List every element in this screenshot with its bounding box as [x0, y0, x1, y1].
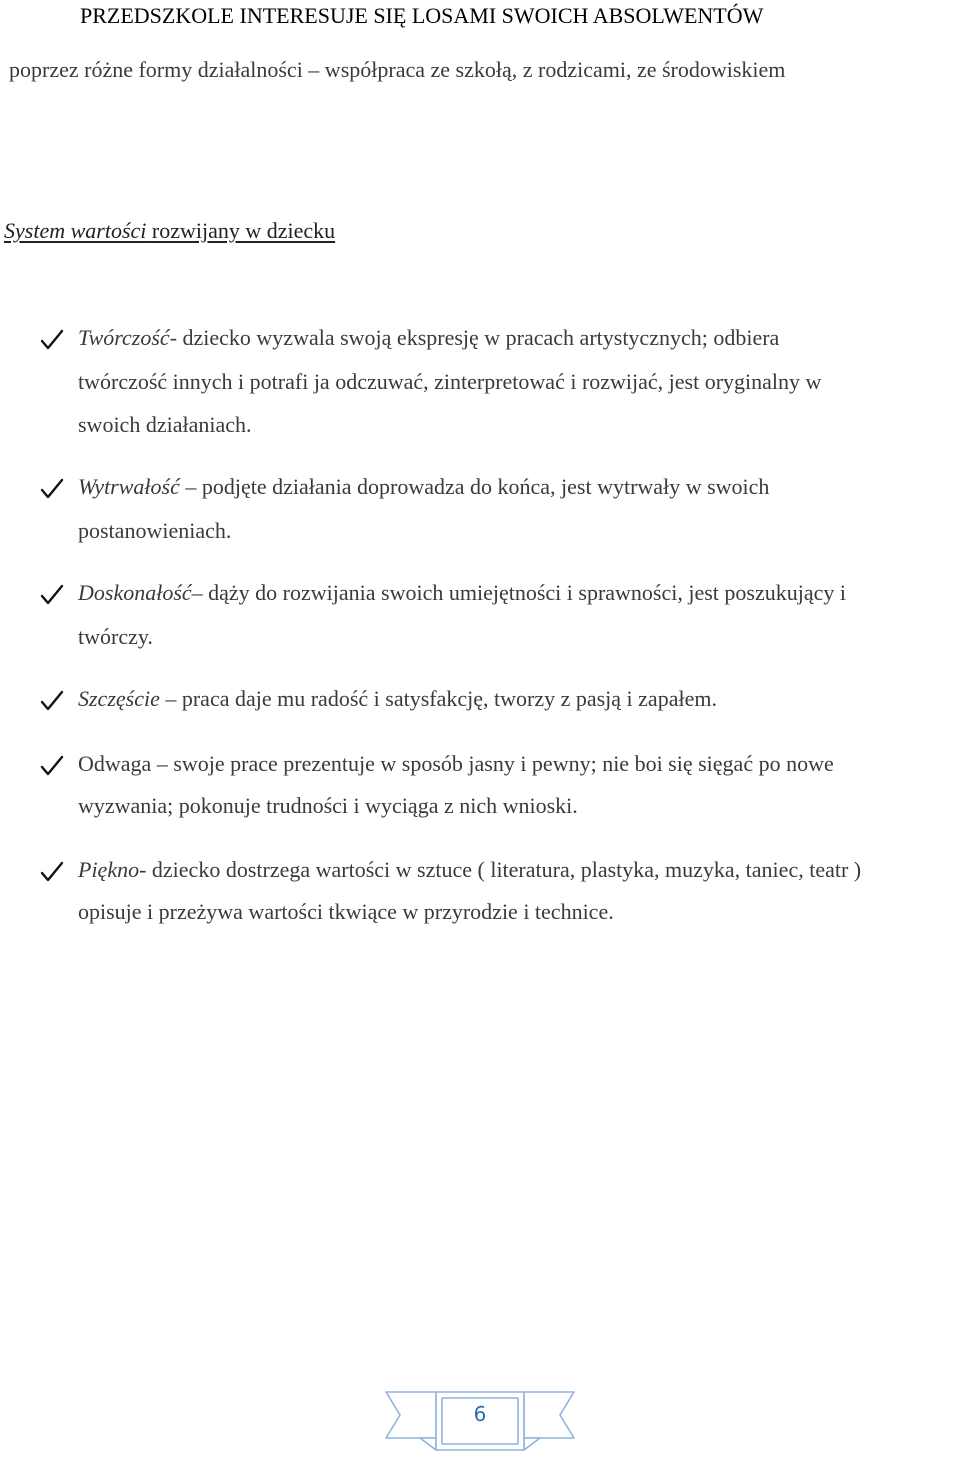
value-description: - dziecko dostrzega wartości w sztuce ( literatura, plastyka, muzyka, taniec, teatr ) — [139, 857, 862, 882]
section-title — [4, 218, 335, 244]
item-line: twórczy. — [78, 624, 153, 649]
item-line: opisuje i przeżywa wartości tkwiące w przyrodzie i technice. — [78, 899, 614, 924]
item-line — [78, 857, 861, 883]
value-description: – praca daje mu radość i satysfakcję, tworzy z pasją i zapałem. — [159, 686, 717, 711]
checkmark-icon — [40, 329, 64, 351]
checkmark-icon — [40, 755, 64, 777]
item-line — [78, 751, 834, 777]
value-term: Wytrwałość — [78, 474, 180, 499]
checkmark-icon — [40, 584, 64, 606]
value-term: Piękno — [78, 857, 140, 882]
item-line — [78, 325, 779, 351]
section-title-rest: rozwijany w dziecku — [146, 218, 336, 243]
checkmark-icon — [40, 861, 64, 883]
value-description: - dziecko wyzwala swoją ekspresję w pracach artystycznych; odbiera — [169, 325, 780, 350]
section-title-italic: System wartości — [4, 218, 147, 243]
item-line: swoich działaniach. — [78, 412, 252, 437]
document-subline: poprzez różne formy działalności – współpraca ze szkołą, z rodzicami, ze środowiskiem — [9, 57, 786, 82]
value-description: – swoje prace prezentuje w sposób jasny i pewny; nie boi się sięgać po nowe — [151, 751, 834, 776]
value-term: Szczęście — [78, 686, 160, 711]
item-line: postanowieniach. — [78, 518, 232, 543]
item-line — [78, 474, 769, 500]
item-line — [78, 580, 846, 606]
item-line: wyzwania; pokonuje trudności i wyciąga z nich wnioski. — [78, 793, 578, 818]
value-term: Odwaga — [78, 751, 152, 776]
value-term: Doskonałość — [78, 580, 192, 605]
page-number-badge — [384, 1390, 576, 1452]
value-term: Twórczość — [78, 325, 170, 350]
page-number: 6 — [473, 1402, 487, 1426]
checkmark-icon — [40, 478, 64, 500]
value-description: – dąży do rozwijania swoich umiejętności i sprawności, jest poszukujący i — [191, 580, 846, 605]
item-line: twórczość innych i potrafi ja odczuwać, zinterpretować i rozwijać, jest oryginalny w — [78, 369, 822, 394]
checkmark-icon — [40, 690, 64, 712]
document-heading: PRZEDSZKOLE INTERESUJE SIĘ LOSAMI SWOICH ABSOLWENTÓW — [80, 3, 764, 28]
item-line — [78, 686, 717, 712]
value-description: – podjęte działania doprowadza do końca, jest wytrwały w swoich — [179, 474, 770, 499]
